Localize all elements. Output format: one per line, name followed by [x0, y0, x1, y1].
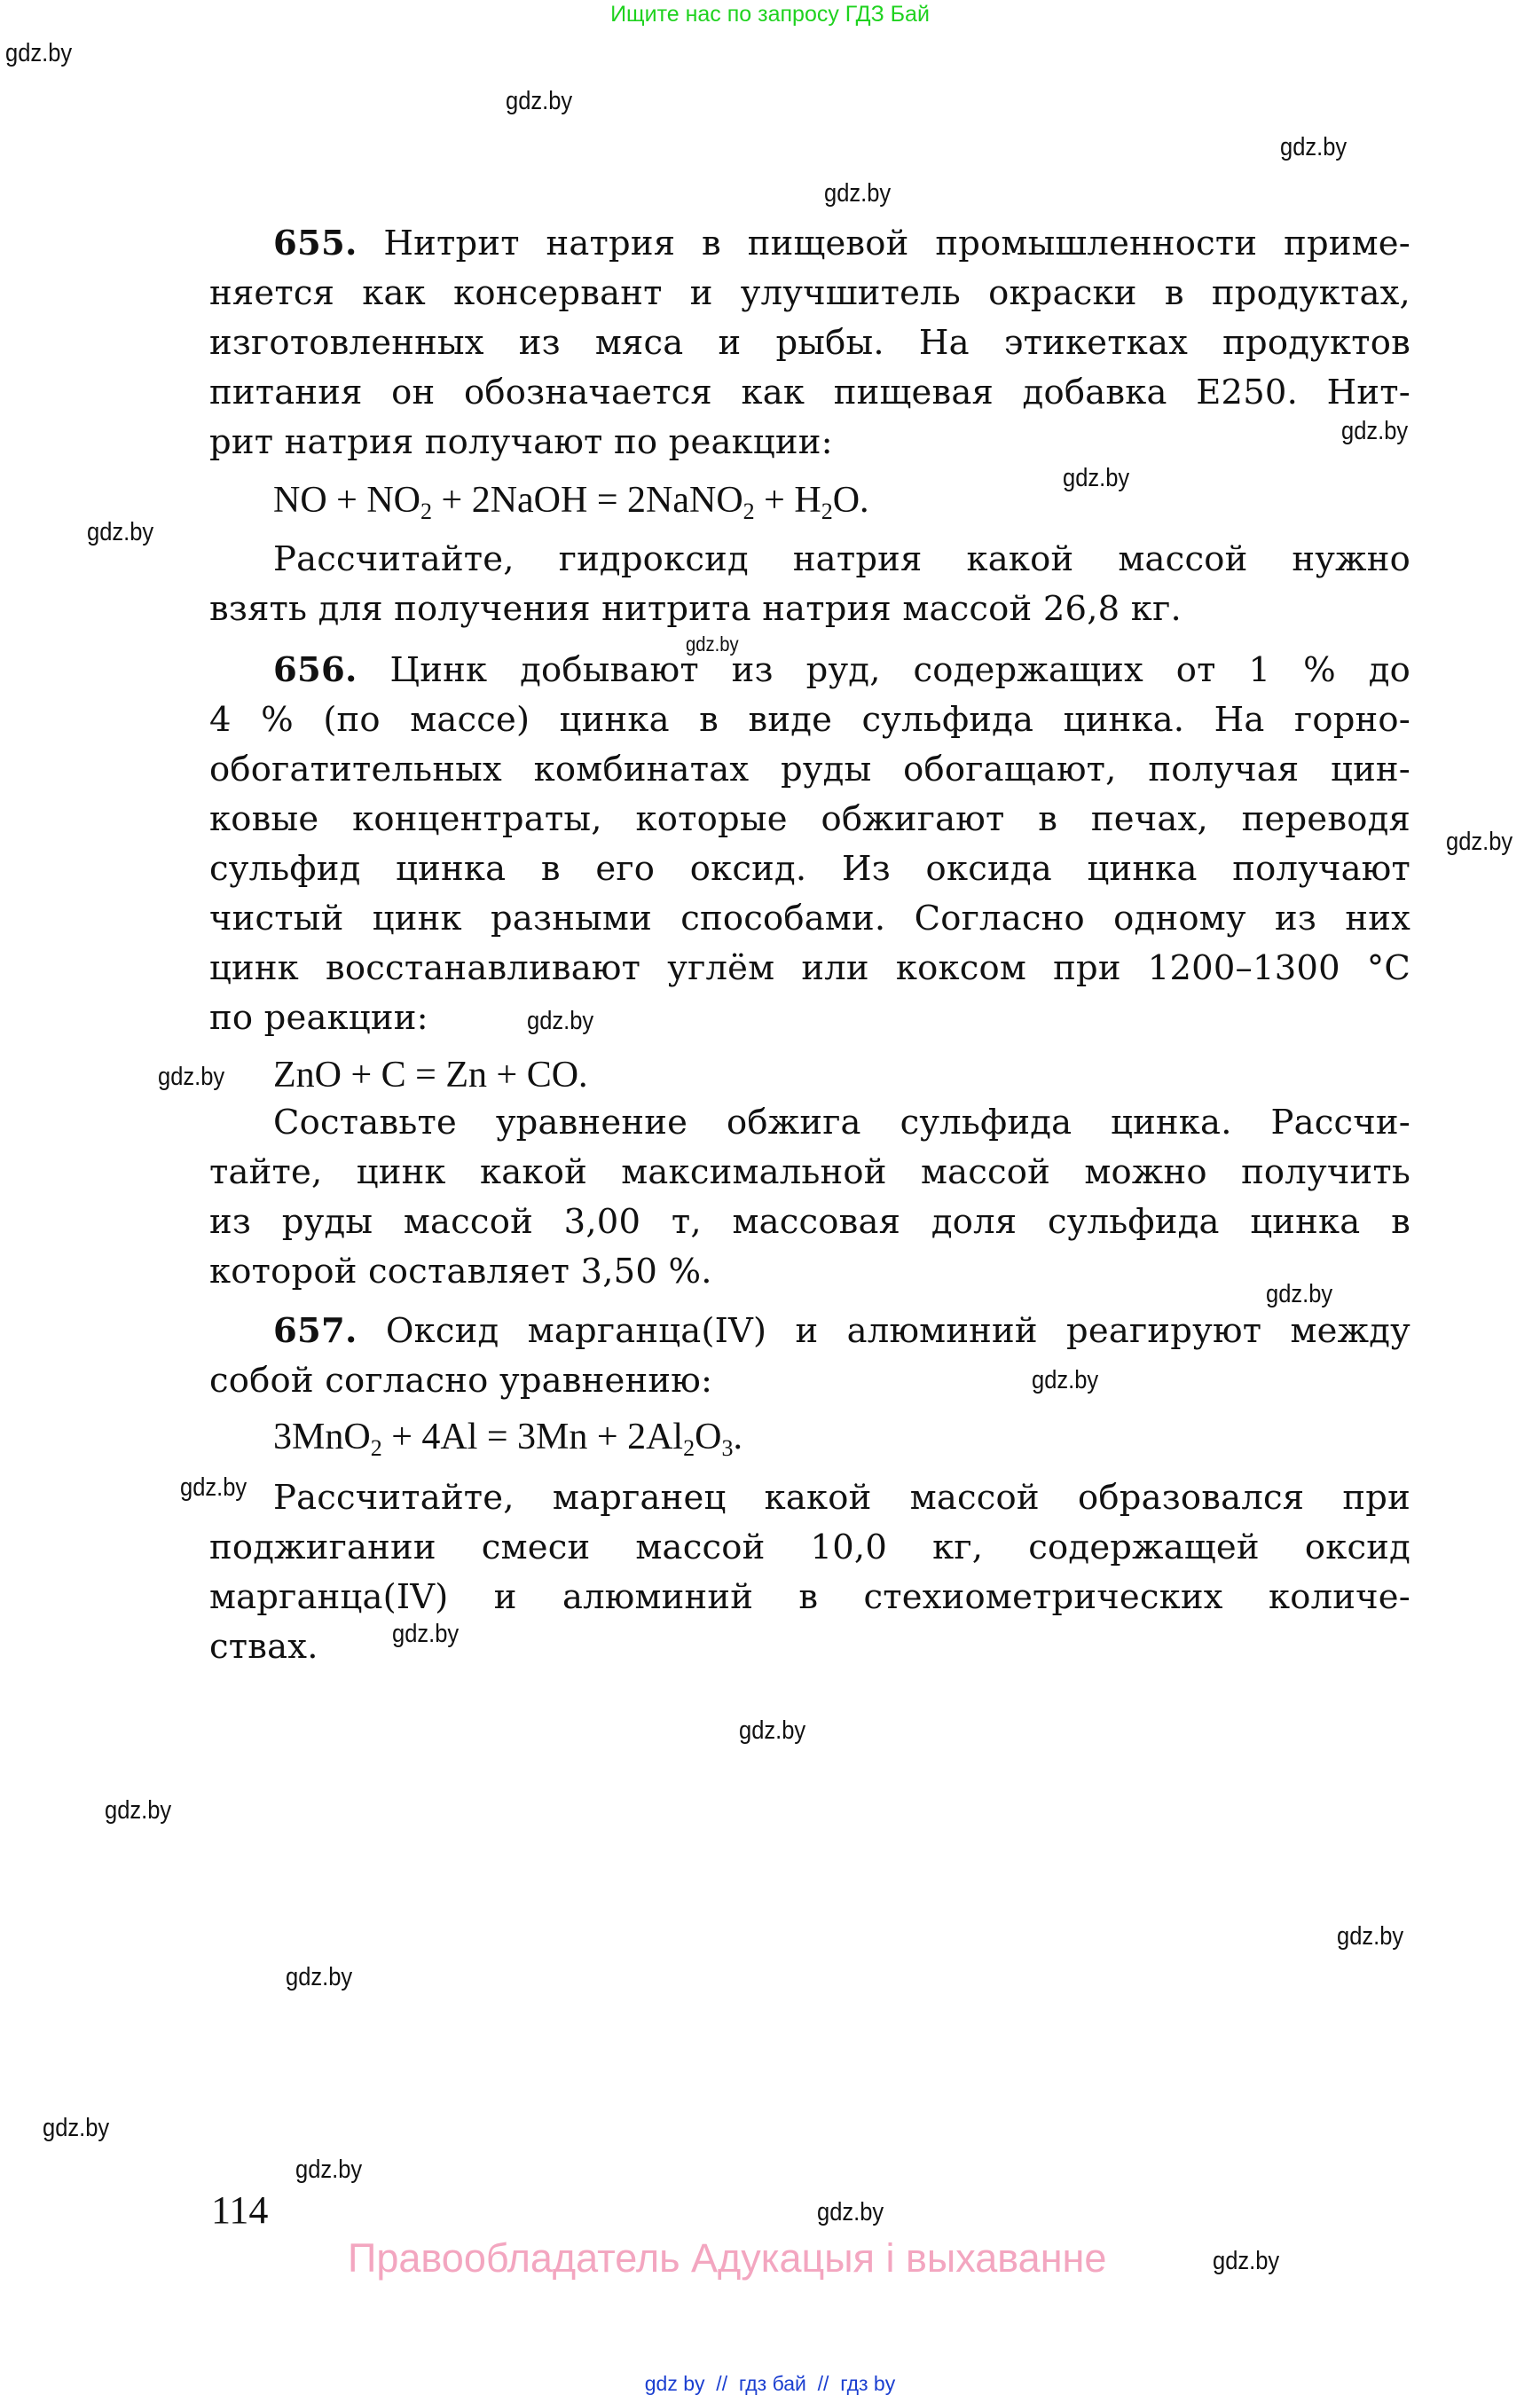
- question-line: из руды массой 3,00 т, массовая доля сульфида цинка в: [209, 1202, 1410, 1242]
- watermark: gdz.by: [87, 518, 154, 546]
- chemical-equation: ZnO + C = Zn + CO.: [273, 1055, 588, 1095]
- watermark: gdz.by: [824, 179, 892, 208]
- problem-line: 657. Оксид марганца(IV) и алюминий реагируют между: [273, 1311, 1410, 1351]
- problem-line: няется как консервант и улучшитель окраски в продуктах,: [209, 273, 1410, 313]
- problem-line: чистый цинк разными способами. Согласно одному из них: [209, 899, 1410, 938]
- question-line: Рассчитайте, гидроксид натрия какой массой нужно: [273, 539, 1410, 579]
- watermark: gdz.by: [286, 1963, 353, 1991]
- problem-line: 656. Цинк добывают из руд, содержащих от 1 % до: [273, 650, 1410, 690]
- watermark: gdz.by: [43, 2114, 110, 2142]
- watermark: gdz.by: [1446, 828, 1513, 856]
- question-line: взять для получения нитрита натрия массой 26,8 кг.: [209, 589, 1182, 629]
- chemical-equation: $3MnO_2 + 4Al = 3Mn + 2Al_2O_3$.: [273, 1417, 742, 1461]
- question-line: поджигании смеси массой 10,0 кг, содержащей оксид: [209, 1527, 1410, 1567]
- watermark: gdz.by: [105, 1796, 172, 1825]
- watermark: gdz.by: [1280, 133, 1348, 161]
- problem-line: 4 % (по массе) цинка в виде сульфида цинка. На горно-: [209, 700, 1410, 740]
- question-line: Рассчитайте, марганец какой массой образовался при: [273, 1478, 1410, 1518]
- question-line: которой составляет 3,50 %.: [209, 1252, 712, 1292]
- problem-number: 655.: [273, 224, 358, 263]
- watermark: gdz.by: [1032, 1366, 1099, 1394]
- problem-line: сульфид цинка в его оксид. Из оксида цинка получают: [209, 849, 1410, 889]
- problem-line: 655. Нитрит натрия в пищевой промышленности приме-: [273, 224, 1410, 263]
- problem-line: питания он обозначается как пищевая добавка E250. Нит-: [209, 373, 1410, 412]
- page-number: 114: [211, 2188, 269, 2232]
- watermark: gdz.by: [1341, 417, 1409, 445]
- watermark: gdz.by: [180, 1473, 248, 1502]
- problem-number: 656.: [273, 650, 358, 690]
- watermark: gdz.by: [1063, 464, 1130, 492]
- question-line: тайте, цинк какой максимальной массой можно получить: [209, 1152, 1410, 1192]
- problem-line: ковые концентраты, которые обжигают в печах, переводя: [209, 799, 1410, 839]
- problem-line: цинк восстанавливают углём или коксом при 1200–1300 °C: [209, 948, 1410, 988]
- watermark: gdz.by: [527, 1007, 594, 1035]
- watermark: gdz.by: [392, 1620, 460, 1648]
- question-line: Составьте уравнение обжига сульфида цинка. Рассчи-: [273, 1103, 1410, 1143]
- watermark: gdz.by: [5, 39, 73, 67]
- question-line: марганца(IV) и алюминий в стехиометрических количе-: [209, 1577, 1410, 1617]
- watermark: gdz.by: [1337, 1922, 1404, 1951]
- search-banner: Ищите нас по запросу ГДЗ Бай: [610, 2, 930, 27]
- bottom-links[interactable]: gdz by // гдз бай // гдз by: [644, 2372, 896, 2395]
- watermark: gdz.by: [158, 1063, 225, 1091]
- copyright-notice: Правообладатель Адукацыя і выхаванне: [348, 2235, 1107, 2281]
- problem-line: по реакции:: [209, 998, 428, 1038]
- watermark: gdz.by: [739, 1716, 806, 1745]
- watermark: gdz.by: [686, 632, 739, 656]
- watermark: gdz.by: [817, 2198, 884, 2226]
- problem-number: 657.: [273, 1311, 358, 1351]
- watermark: gdz.by: [1213, 2247, 1280, 2275]
- watermark: gdz.by: [295, 2156, 363, 2184]
- watermark: gdz.by: [1266, 1280, 1333, 1308]
- problem-line: обогатительных комбинатах руды обогащают, получая цин-: [209, 750, 1410, 789]
- problem-line: рит натрия получают по реакции:: [209, 422, 833, 462]
- watermark: gdz.by: [506, 87, 573, 115]
- problem-line: изготовленных из мяса и рыбы. На этикетках продуктов: [209, 323, 1410, 363]
- chemical-equation: NO + $NO_2$ + 2NaOH = 2NaNO$_2$ + $H_2O$.: [273, 480, 869, 524]
- problem-line: собой согласно уравнению:: [209, 1361, 713, 1401]
- question-line: ствах.: [209, 1627, 318, 1667]
